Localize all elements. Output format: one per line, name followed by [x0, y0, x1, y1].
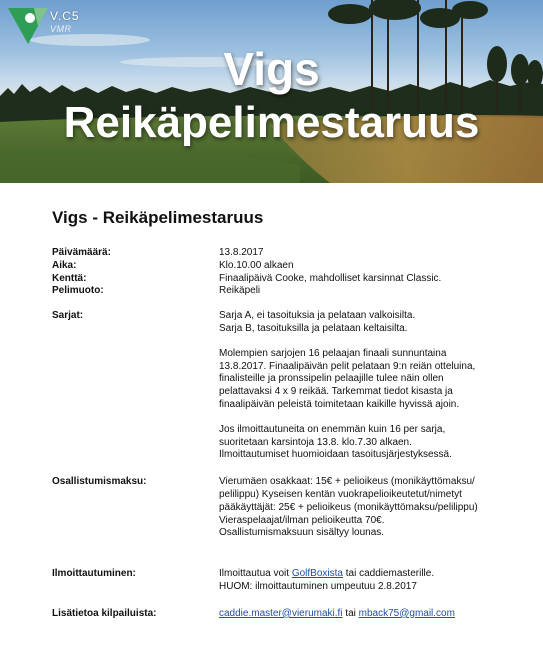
series-line: Sarja B, tasoituksilla ja pelataan keltaisilta.: [219, 322, 408, 334]
info-label: Lisätietoa kilpailuista:: [52, 607, 157, 619]
series-line: finalisteille ja pronssipelin pelaajille tulee näin ollen: [219, 373, 444, 385]
series-line: finaalipäivän peleistä toimitetaan kaikille hyvissä ajoin.: [219, 398, 460, 410]
fee-row: [52, 476, 522, 540]
fee-value: [219, 476, 522, 540]
info-row: [52, 608, 522, 621]
registration-label: Ilmoittautuminen:: [52, 568, 136, 580]
date-label: Päivämäärä:: [52, 247, 111, 258]
date-row: [52, 247, 522, 260]
registration-value: [219, 568, 522, 594]
series-line: suoritetaan karsintoja 13.8. klo.7.30 alkaen.: [219, 436, 412, 448]
series-line: Ilmoittautumiset huomioidaan tasoitusjärjestyksessä.: [219, 449, 452, 461]
format-row: [52, 285, 522, 298]
registration-text: Ilmoittautua voit: [219, 568, 292, 580]
course-value: Finaalipäivä Cooke, mahdolliset karsinnat Classic.: [219, 272, 442, 284]
banner-title-line1: Vigs: [223, 43, 320, 95]
format-value: Reikäpeli: [219, 285, 261, 297]
time-row: [52, 260, 522, 273]
registration-line: [219, 568, 522, 581]
fee-line: Osallistumismaksuun sisältyy lounas.: [219, 527, 385, 539]
series-row: [52, 310, 522, 462]
caddie-email-link[interactable]: caddie.master@vierumaki.fi: [219, 607, 343, 619]
series-line: Sarja A, ei tasoituksia ja pelataan valkoisilta.: [219, 310, 416, 322]
logo-subtext: VMR: [50, 24, 72, 34]
banner-title-line2: Reikäpelimestaruus: [63, 98, 480, 147]
fee-label: Osallistumismaksu:: [52, 476, 147, 488]
format-label: Pelimuoto:: [52, 285, 104, 297]
golfbox-link[interactable]: GolfBoxista: [291, 568, 343, 580]
series-line: Jos ilmoittautuneita on enemmän kuin 16 per sarja,: [219, 423, 446, 435]
fee-line: Vieraspelaajat/ilman pelioikeutta 70€.: [219, 514, 385, 526]
time-value: Klo.10.00 alkaen: [219, 259, 294, 271]
registration-deadline: HUOM: ilmoittautuminen umpeutuu 2.8.2017: [219, 580, 417, 592]
date-value: 13.8.2017: [219, 247, 264, 258]
registration-row: [52, 568, 522, 594]
series-value: [219, 310, 522, 462]
header-banner: [0, 0, 543, 183]
series-label: Sarjat:: [52, 310, 84, 322]
series-line: pelattavaksi 4 x 9 reikää. Tarkemmat tiedot kisasta ja: [219, 386, 453, 398]
document-body: [52, 208, 522, 621]
course-label: Kenttä:: [52, 272, 87, 284]
info-line: [219, 608, 522, 621]
fee-line: pelilippu) Kyseisen kentän vuokrapelioikeutetut/nimetyt: [219, 488, 462, 500]
info-value: [219, 608, 522, 621]
fee-line: Vierumäen osakkaat: 15€ + pelioikeus (monikäyttömaksu/: [219, 476, 475, 488]
organizer-email-link[interactable]: mback75@gmail.com: [358, 607, 455, 619]
course-row: [52, 273, 522, 286]
logo-text: V.C5: [50, 9, 80, 23]
series-line: Molempien sarjojen 16 pelaajan finaali sunnuntaina: [219, 347, 447, 359]
time-label: Aika:: [52, 259, 77, 271]
page-title: Vigs - Reikäpelimestaruus: [52, 208, 264, 227]
fee-line: pääkäyttäjät: 25€ + pelioikeus (monikäyttömaksu/pelilippu): [219, 501, 478, 513]
series-line: 13.8.2017. Finaalipäivän pelit pelataan 9:n reiän otteluina,: [219, 360, 476, 372]
registration-text: tai caddiemasterille.: [342, 568, 435, 580]
info-separator: tai: [342, 607, 359, 619]
